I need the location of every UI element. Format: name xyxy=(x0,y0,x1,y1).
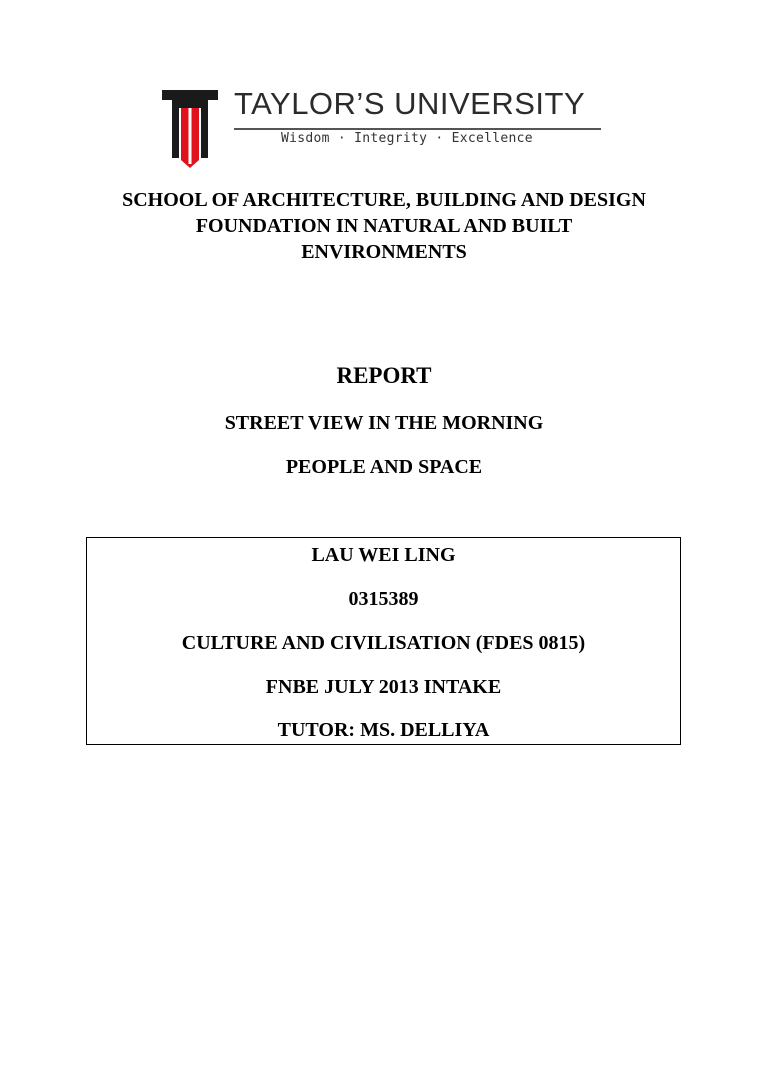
intake: FNBE JULY 2013 INTAKE xyxy=(265,676,502,698)
course-name: CULTURE AND CIVILISATION (FDES 0815) xyxy=(181,632,586,654)
university-tagline: Wisdom · Integrity · Excellence xyxy=(281,131,533,146)
school-heading xyxy=(112,187,656,265)
university-name: TAYLOR’S UNIVERSITY xyxy=(234,86,586,121)
student-info-box xyxy=(86,537,681,745)
school-name: SCHOOL OF ARCHITECTURE, BUILDING AND DESIGN xyxy=(122,189,646,211)
tutor-name: TUTOR: MS. DELLIYA xyxy=(277,719,490,741)
report-topic: PEOPLE AND SPACE xyxy=(285,456,483,478)
student-id: 0315389 xyxy=(348,588,419,610)
programme-name: FOUNDATION IN NATURAL AND BUILT ENVIRONMENTS xyxy=(195,215,573,263)
university-crest-icon xyxy=(160,88,220,170)
report-title: REPORT xyxy=(336,363,432,388)
report-subtitle: STREET VIEW IN THE MORNING xyxy=(224,412,544,434)
university-logo xyxy=(160,88,620,173)
student-name: LAU WEI LING xyxy=(311,544,456,566)
logo-divider xyxy=(234,128,601,130)
